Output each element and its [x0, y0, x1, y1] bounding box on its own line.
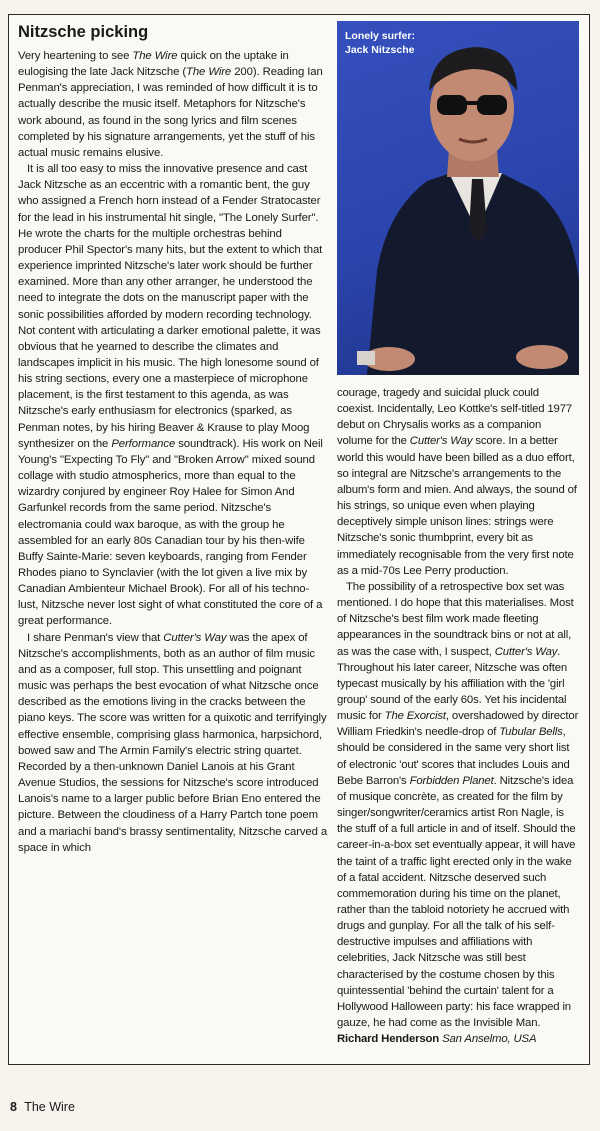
- right-paragraphs: [337, 385, 579, 1031]
- article-paragraph: I share Penman's view that Cutter's Way was the apex of Nitzsche's accomplishments, both as an author of film music and as a composer, full stop. This unsettling and poignant music was perhaps the best evocation of what Nitzsche once described as the emotions living in the cracks between the piano keys. The score was written for a quixotic and terrifyingly effective ensemble, comprising glass harmonica, harpsichord, bowed saw and The Armin Family's electric string quartet. Recorded by a then-unknown Daniel Lanois at his Grant Avenue Studios, the sessions for Nitzsche's score introduced Lanois's name to a larger public before Brian Eno entered the picture. Between the cloudiness of a Harry Partch tone poem and a mariachi band's brassy sentimentality, Nitzsche carved a space in which: [18, 631, 328, 854]
- italic-title: Tubular Bells: [499, 726, 563, 739]
- italic-title: Cutter's Way: [163, 631, 227, 644]
- italic-title: The Wire: [132, 50, 178, 62]
- italic-title: The Exorcist: [384, 710, 446, 723]
- italic-title: Cutter's Way: [409, 435, 473, 448]
- italic-title: Performance: [111, 437, 176, 450]
- italic-title: The Wire: [186, 66, 232, 79]
- article-right-column: [337, 385, 579, 1047]
- article-paragraph: It is all too easy to miss the innovative presence and cast Jack Nitzsche as an eccentric with a romantic bent, the guy who assigned a French horn instead of a Fender Stratocaster for the lead in his instrumental hit single, "The Lonely Surfer". He wrote the charts for the multiple orchestras behind producer Phil Spector's many hits, but the extent to which that experience imprinted Nitzsche's later work should be further examined. More than any other arranger, he understood the need to integrate the dots on the manuscript paper with the sonic possibilities afforded by modern recording technology. Not content with articulating a darker emotional palette, it was obvious that he yearned to describe the climates and landscapes implicit in his music. The high lonesome sound of his string sections, every one a masterpiece of microphone placement, is the first testament to this agenda, as was Nitzsche's early enthusiasm for electronics (sparked, as Penman notes, by his hiring Beaver & Krause to play Moog synthesizer on the Performance soundtrack). His work on Neil Young's "Expecting To Fly" and "Broken Arrow" mixed sound collage with studio atmospherics, more than equal to the wizardry conjured by engineer Roy Halee for Simon And Garfunkel records from the same period. Nitzsche's electromania could wax baroque, as with the group he assembled for an early 80s Canadian tour by his then-wife Buffy Sainte-Marie: seven keyboards, ranging from Fender Rhodes piano to Synclavier (with the lot given a live mix by Canadian Ambienteur Michael Brook). For all of his techno-lust, Nitzsche never lost sight of what constituted the core of a great performance.: [18, 163, 323, 628]
- article-paragraph: The possibility of a retrospective box set was mentioned. I do hope that this materialises. Most of Nitzsche's best film work made fleeting appearances in the soundtrack bins or not at all, as was the case with, I suspect, Cutter's Way. Throughout his later career, Nitzsche was often typecast musically by his affiliation with the 'girl group' sound of the early 60s. Yet his incidental music for The Exorcist, overshadowed by director William Friedkin's needle-drop of Tubular Bells, should be considered in the same very short list of electronic 'out' scores that includes Louis and Bebe Barron's Forbidden Planet. Nitzsche's idea of musique concrète, as created for the film by singer/songwriter/ceramics artist Ron Nagle, is the stuff of a full article in and of itself. Should the career-in-a-box set eventually appear, it will have the taint of a traffic light erected only in the wake of a fatal accident. Nitzsche deserved such commemoration during his time on the planet, rather than the tabloid notoriety he accrued with drugs and gunplay. For all the talk of his self-destructive impulses and affiliations with celebrities, Jack Nitzsche was still best characterised by the costume chosen by this quintessential 'behind the curtain' talent for a Hollywood Halloween party: his face wrapped in gauze, he had come as the Invisible Man.: [337, 580, 579, 1030]
- left-paragraphs: [18, 48, 328, 856]
- byline-author: Richard Henderson: [337, 1033, 440, 1046]
- byline-location: San Anselmo, USA: [442, 1033, 537, 1046]
- magazine-name: The Wire: [24, 1100, 75, 1114]
- article-paragraph: Very heartening to see The Wire quick on the uptake in eulogising the late Jack Nitzsche (The Wire 200). Reading Ian Penman's appreciation, I was reminded of how difficult it is to actually describe the music itself. Metaphors for Nitzsche's work abound, as found in the song lyrics and film scenes completed by his signature arrangements, yet the stuff of his actual music remains elusive.: [18, 50, 323, 159]
- article-paragraph: courage, tragedy and suicidal pluck could coexist. Incidentally, Leo Kottke's self-titled 1977 debut on Chrysalis works as a companion volume for the Cutter's Way score. In a better world this would have been billed as a duo effort, so integral are Nitzsche's arrangements to the album's form and mien. And always, the sound of his strings, so unique even when playing deceptively simple unison lines: strings were Nitzsche's sonic thumbprint, every bit as immediately recognisable from the very first note as a mid-70s Lee Perry production.: [337, 387, 577, 577]
- italic-title: Cutter's Way: [494, 645, 558, 658]
- article-title: Nitzsche picking: [18, 23, 149, 41]
- portrait-illustration: [337, 21, 579, 375]
- article-photo: [337, 21, 579, 375]
- page-number: 8: [10, 1100, 17, 1114]
- caption-line-1: Lonely surfer:: [345, 30, 416, 42]
- article-byline: [337, 1031, 579, 1047]
- italic-title: Forbidden Planet: [409, 774, 494, 787]
- caption-line-2: Jack Nitzsche: [345, 44, 415, 56]
- page-footer: [10, 1099, 75, 1115]
- photo-caption: [345, 29, 465, 57]
- article-left-column: [18, 22, 328, 856]
